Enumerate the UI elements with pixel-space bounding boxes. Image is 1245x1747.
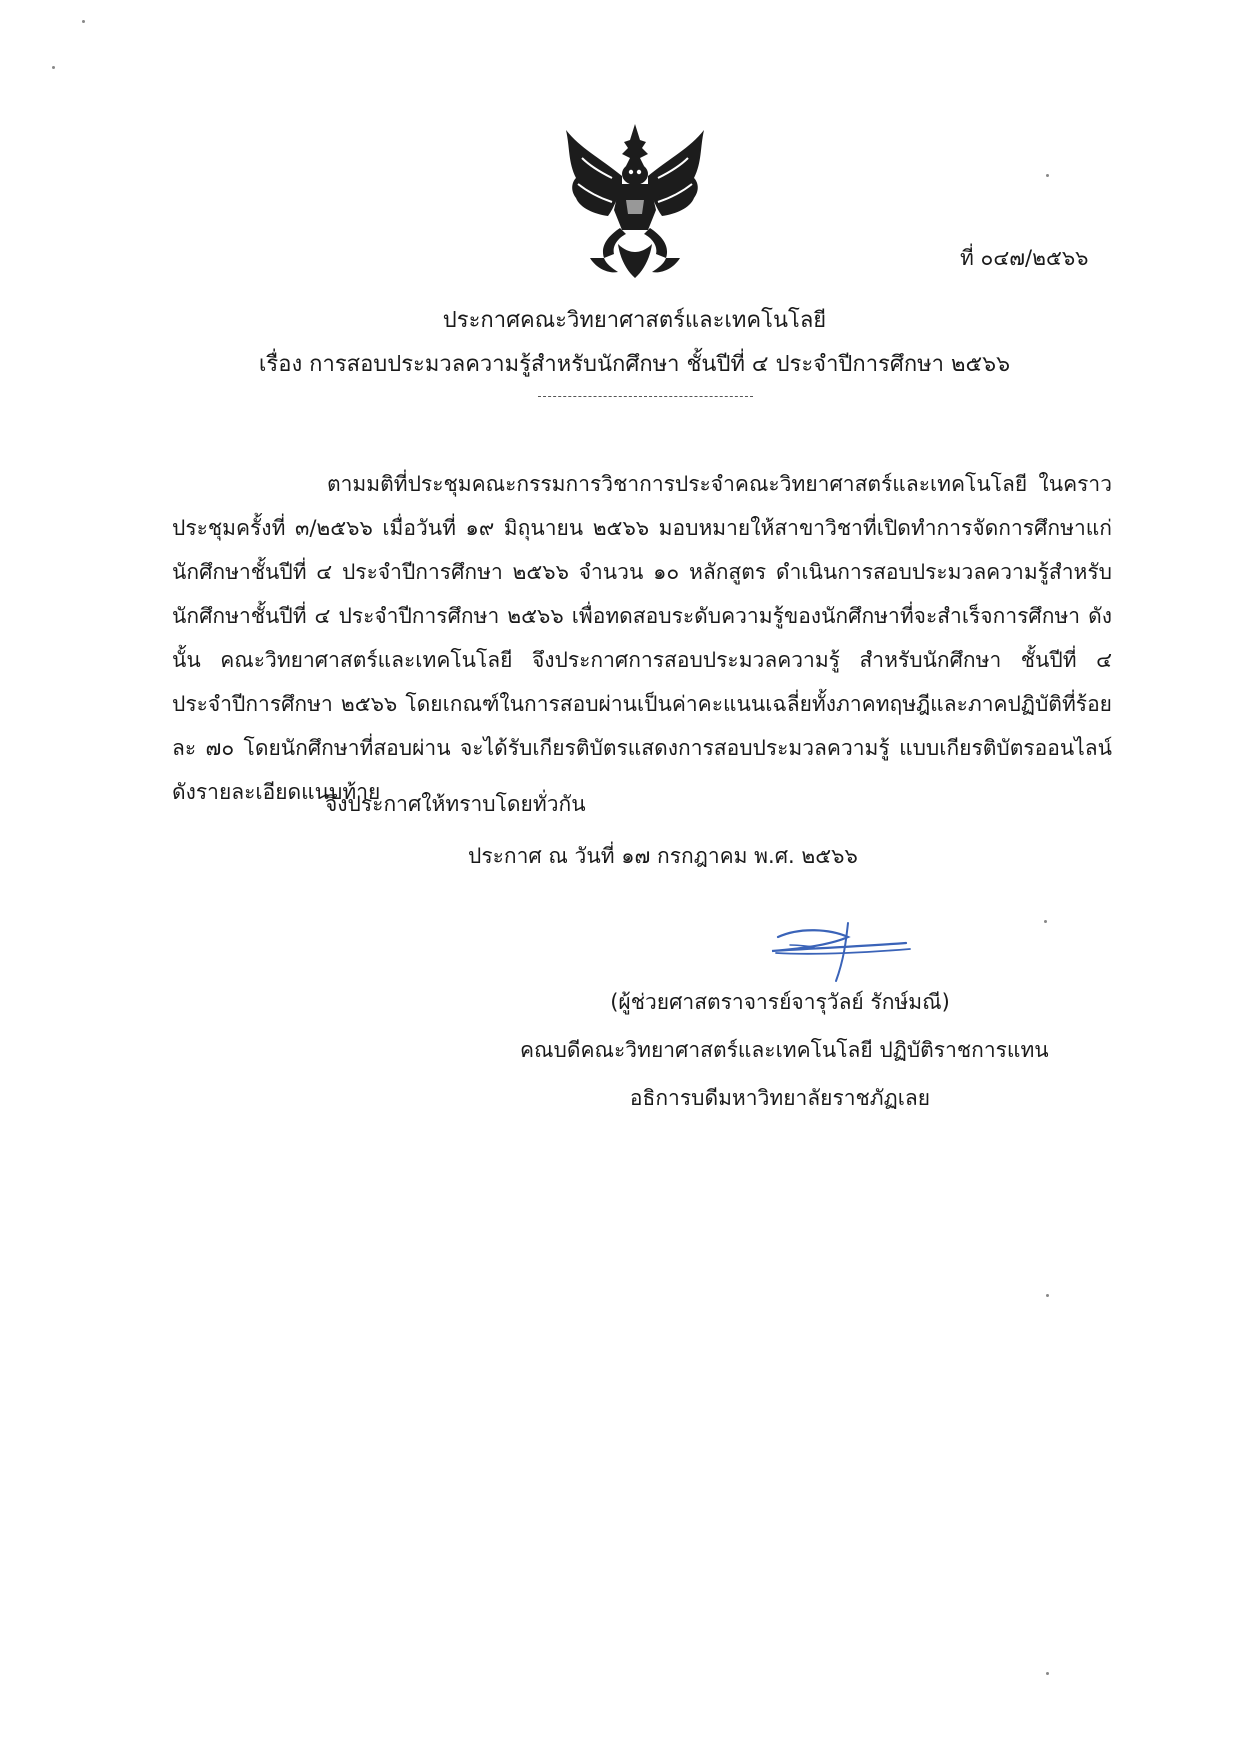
document-number: ที่ ๐๔๗/๒๕๖๖: [960, 246, 1089, 270]
scan-speck: [1046, 1294, 1049, 1297]
scan-speck: [1044, 920, 1047, 923]
scan-speck: [52, 66, 55, 69]
announcement-title: ประกาศคณะวิทยาศาสตร์และเทคโนโลยี: [442, 308, 827, 333]
scan-speck: [1046, 174, 1049, 177]
title-divider: [538, 396, 753, 397]
signatory-name: (ผู้ช่วยศาสตราจารย์จารุวัลย์ รักษ์มณี): [610, 990, 950, 1014]
garuda-emblem-icon: [560, 118, 710, 286]
announcement-body: [172, 462, 1112, 814]
closing-statement: จึงประกาศให้ทราบโดยทั่วกัน: [325, 792, 586, 816]
body-paragraph: ตามมติที่ประชุมคณะกรรมการวิชาการประจำคณะวิทยาศาสตร์และเทคโนโลยี ในคราวประชุมครั้งที่ ๓/๒๕๖๖ เมื่อวันที่ ๑๙ มิถุนายน ๒๕๖๖ มอบหมายให้สาขาวิชาที่เปิดทำการจัดการศึกษาแก่นักศึกษาชั้นปีที่ ๔ ประจำปีการศึกษา ๒๕๖๖ จำนวน ๑๐ หลักสูตร ดำเนินการสอบประมวลความรู้สำหรับนักศึกษาชั้นปีที่ ๔ ประจำปีการศึกษา ๒๕๖๖ เพื่อทดสอบระดับความรู้ของนักศึกษาที่จะสำเร็จการศึกษา ดังนั้น คณะวิทยาศาสตร์และเทคโนโลยี จึงประกาศการสอบประมวลความรู้ สำหรับนักศึกษา ชั้นปีที่ ๔ ประจำปีการศึกษา ๒๕๖๖ โดยเกณฑ์ในการสอบผ่านเป็นค่าคะแนนเฉลี่ยทั้งภาคทฤษฎีและภาคปฏิบัติที่ร้อยละ ๗๐ โดยนักศึกษาที่สอบผ่าน จะได้รับเกียรติบัตรแสดงการสอบประมวลความรู้ แบบเกียรติบัตรออนไลน์ ดังรายละเอียดแนบท้าย: [172, 472, 1112, 804]
scan-speck: [1046, 1672, 1049, 1675]
announcement-date: ประกาศ ณ วันที่ ๑๗ กรกฎาคม พ.ศ. ๒๕๖๖: [468, 844, 858, 868]
scan-speck: [82, 20, 85, 23]
handwritten-signature: [740, 915, 915, 987]
announcement-subject: เรื่อง การสอบประมวลความรู้สำหรับนักศึกษา ชั้นปีที่ ๔ ประจำปีการศึกษา ๒๕๖๖: [258, 352, 1011, 377]
signatory-position: คณบดีคณะวิทยาศาสตร์และเทคโนโลยี ปฏิบัติราชการแทน: [520, 1038, 1049, 1062]
signatory-position-secondary: อธิการบดีมหาวิทยาลัยราชภัฏเลย: [629, 1086, 931, 1110]
signatory-block: [520, 978, 1049, 1122]
